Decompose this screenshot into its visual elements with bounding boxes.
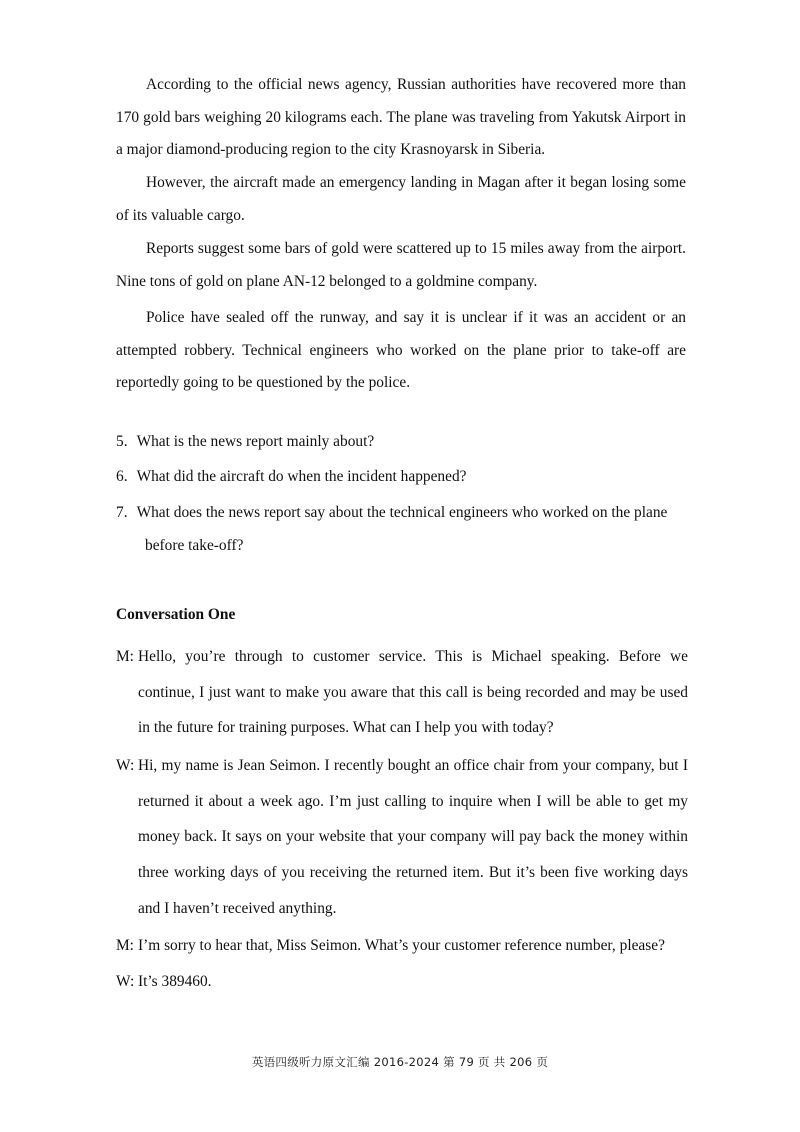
dialogue-text: Hello, you’re through to customer service. This is Michael speaking. Before we continue, I just want to make you aware that this call is being recorded and may be used in the future for training purposes. What can I help you with today? bbox=[138, 648, 688, 737]
question-5 bbox=[116, 425, 688, 458]
dialogue-turn bbox=[116, 639, 688, 746]
speaker-label: W: bbox=[116, 757, 135, 774]
speaker-label: M: bbox=[116, 648, 134, 665]
news-paragraph-text: Reports suggest some bars of gold were scattered up to 15 miles away from the airport. Nine tons of gold on plane AN-12 belonged to a goldmine company. bbox=[116, 240, 686, 290]
question-6 bbox=[116, 460, 688, 493]
news-paragraph-text: According to the official news agency, Russian authorities have recovered more than 170 gold bars weighing 20 kilograms each. The plane was traveling from Yakutsk Airport in a major diamond-producing region to the city Krasnoyarsk in Siberia. bbox=[116, 76, 686, 158]
dialogue-text: Hi, my name is Jean Seimon. I recently bought an office chair from your company, but I returned it about a week ago. I’m just calling to inquire when I will be able to get my money back. It says on your website that your company will pay back the money within three working days of you receiving the returned item. But it’s been five working days and I haven’t received anything. bbox=[138, 757, 688, 917]
dialogue-turn bbox=[116, 964, 688, 1000]
conversation-title: Conversation One bbox=[116, 606, 236, 623]
dialogue-text: It’s 389460. bbox=[138, 973, 212, 990]
dialogue-turn bbox=[116, 748, 688, 927]
question-number: 6. bbox=[116, 468, 128, 485]
question-text: What is the news report mainly about? bbox=[136, 433, 375, 450]
question-text: What does the news report say about the technical engineers who worked on the plane bbox=[136, 504, 668, 521]
news-paragraph-2 bbox=[116, 167, 686, 232]
question-continuation: before take-off? bbox=[145, 537, 244, 554]
speaker-label: W: bbox=[116, 973, 135, 990]
news-paragraph-text: However, the aircraft made an emergency landing in Magan after it began losing some of its valuable cargo. bbox=[116, 174, 686, 224]
question-number: 7. bbox=[116, 504, 128, 521]
dialogue-turn bbox=[116, 928, 688, 964]
news-paragraph-4 bbox=[116, 302, 686, 400]
news-paragraph-3 bbox=[116, 233, 686, 298]
news-paragraph-text: Police have sealed off the runway, and say it is unclear if it was an accident or an attempted robbery. Technical engineers who worked on the plane prior to take-off are reportedly going to be questioned by the police. bbox=[116, 309, 686, 391]
speaker-label: M: bbox=[116, 937, 134, 954]
dialogue-text: I’m sorry to hear that, Miss Seimon. What’s your customer reference number, please? bbox=[138, 937, 665, 954]
news-paragraph-1 bbox=[116, 69, 686, 167]
page-footer: 英语四级听力原文汇编 2016-2024 第 79 页 共 206 页 bbox=[251, 1055, 549, 1069]
question-number: 5. bbox=[116, 433, 128, 450]
question-text: What did the aircraft do when the incident happened? bbox=[136, 468, 467, 485]
question-7 bbox=[116, 496, 688, 562]
